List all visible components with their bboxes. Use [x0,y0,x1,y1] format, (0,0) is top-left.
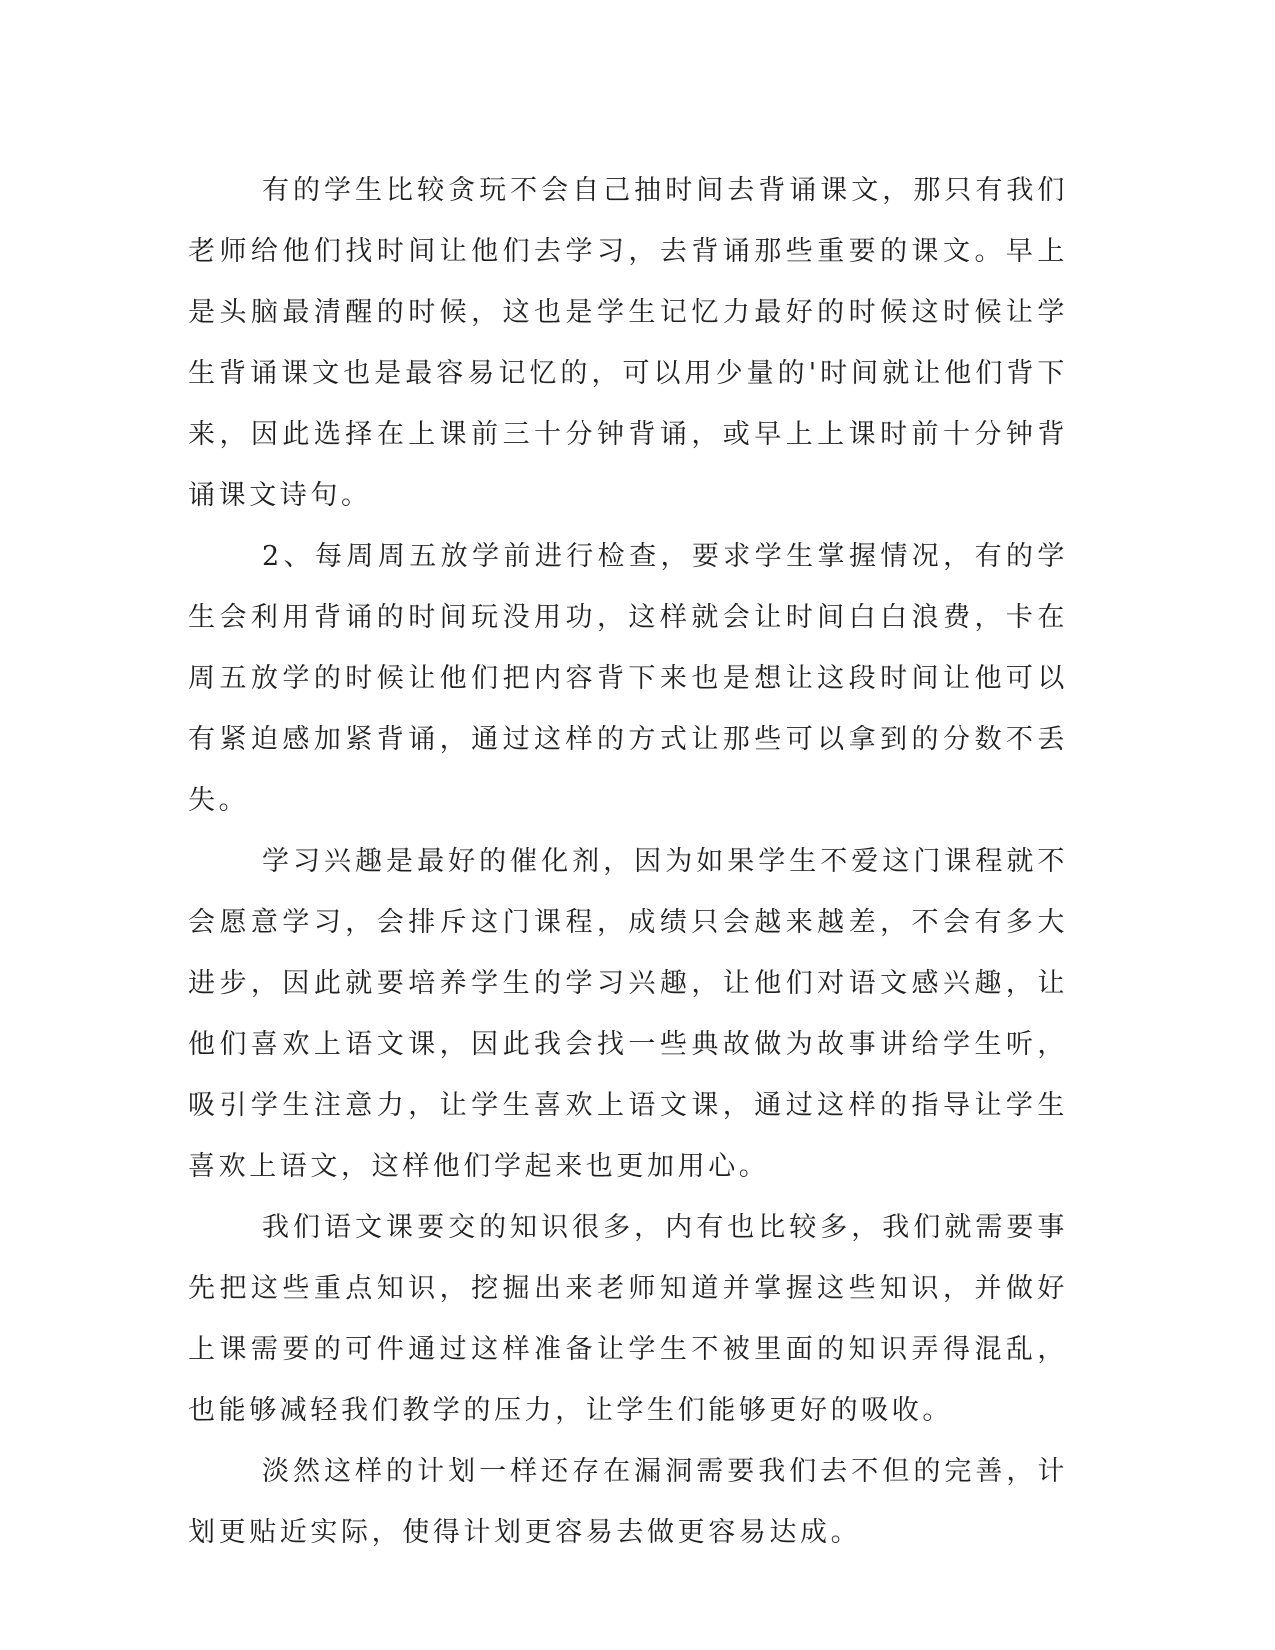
paragraph-2: 2、每周周五放学前进行检查，要求学生掌握情况，有的学生会利用背诵的时间玩没用功，这样就会让时间白白浪费，卡在周五放学的时候让他们把内容背下来也是想让这段时间让他可以有紧迫感加紧背诵，通过这样的方式让那些可以拿到的分数不丢失。 [188,541,1068,816]
paragraph-5: 淡然这样的计划一样还存在漏洞需要我们去不但的完善，计划更贴近实际，使得计划更容易去做更容易达成。 [188,1456,1068,1548]
document-body [188,160,1068,1563]
paragraph-4: 我们语文课要交的知识很多，内有也比较多，我们就需要事先把这些重点知识，挖掘出来老师知道并掌握这些知识，并做好上课需要的可件通过这样准备让学生不被里面的知识弄得混乱，也能够减轻我们教学的压力，让学生们能够更好的吸收。 [188,1212,1068,1426]
paragraph-1: 有的学生比较贪玩不会自己抽时间去背诵课文，那只有我们老师给他们找时间让他们去学习，去背诵那些重要的课文。早上是头脑最清醒的时候，这也是学生记忆力最好的时候这时候让学生背诵课文也是最容易记忆的，可以用少量的'时间就让他们背下来，因此选择在上课前三十分钟背诵，或早上上课时前十分钟背诵课文诗句。 [188,175,1068,511]
paragraph-3: 学习兴趣是最好的催化剂，因为如果学生不爱这门课程就不会愿意学习，会排斥这门课程，成绩只会越来越差，不会有多大进步，因此就要培养学生的学习兴趣，让他们对语文感兴趣，让他们喜欢上语文课，因此我会找一些典故做为故事讲给学生听，吸引学生注意力，让学生喜欢上语文课，通过这样的指导让学生喜欢上语文，这样他们学起来也更加用心。 [188,846,1068,1182]
